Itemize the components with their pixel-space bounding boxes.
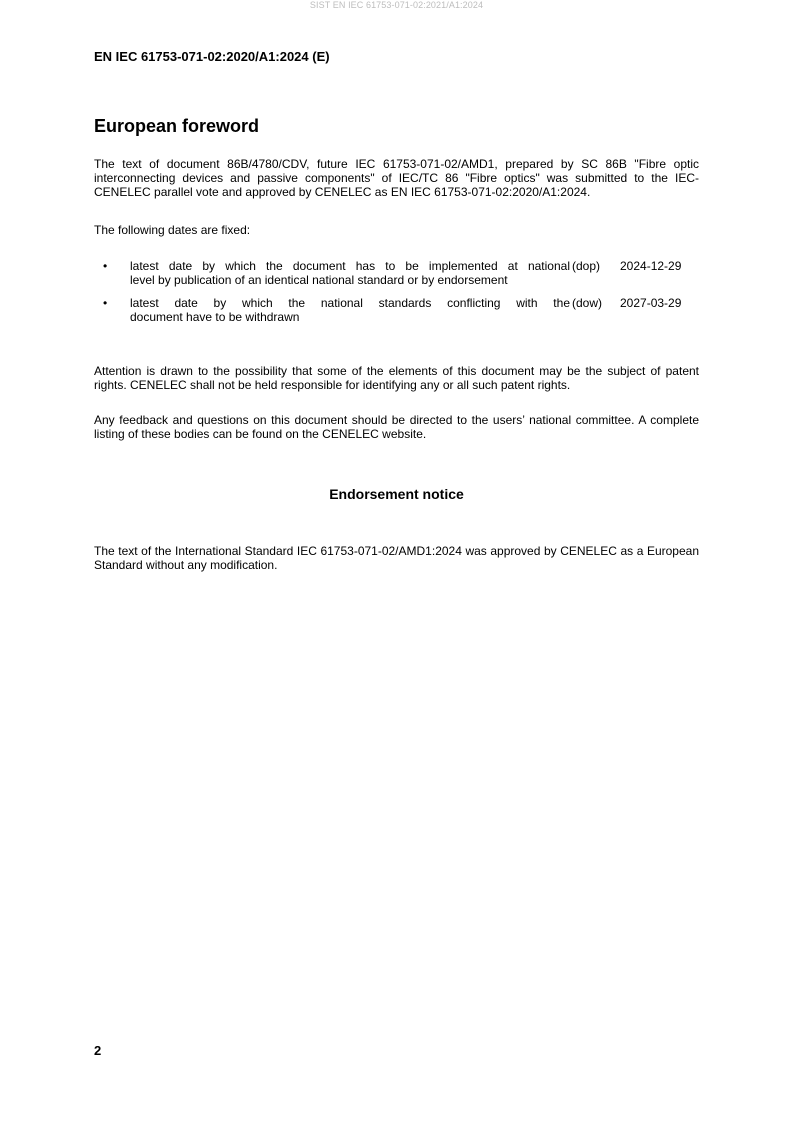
endorsement-title: Endorsement notice: [329, 486, 464, 502]
date-code: (dow): [572, 296, 603, 310]
endorsement-paragraph: The text of the International Standard IEC 61753-071-02/AMD1:2024 was approved by CENELEC as a European Standard without any modification.: [94, 544, 699, 572]
date-row-dow: [94, 296, 699, 324]
feedback-notice-paragraph: Any feedback and questions on this document should be directed to the users’ national committee. A complete listing of these bodies can be found on the CENELEC website.: [94, 413, 699, 441]
date-description-line: latest date by which the document has to be implemented at national: [130, 259, 570, 273]
watermark: SIST EN IEC 61753-071-02:2021/A1:2024: [309, 0, 484, 10]
document-id: EN IEC 61753-071-02:2020/A1:2024 (E): [94, 49, 330, 64]
date-description-line: level by publication of an identical national standard or by endorsement: [130, 273, 508, 287]
patent-notice-paragraph: Attention is drawn to the possibility that some of the elements of this document may be the subject of patent rights. CENELEC shall not be held responsible for identifying any or all such patent rights.: [94, 364, 699, 392]
foreword-title: European foreword: [94, 116, 260, 136]
date-description: [130, 259, 570, 287]
date-value: 2024-12-29: [620, 259, 682, 273]
date-description-line: document have to be withdrawn: [130, 310, 300, 324]
bullet-icon: •: [103, 296, 108, 310]
date-code: (dop): [572, 259, 601, 273]
bullet-icon: •: [103, 259, 108, 273]
dates-intro-paragraph: The following dates are fixed:: [94, 223, 251, 237]
dates-list: [94, 259, 699, 333]
page-number: 2: [94, 1043, 102, 1058]
date-description: [130, 296, 570, 324]
foreword-intro-paragraph: The text of document 86B/4780/CDV, future IEC 61753-071-02/AMD1, prepared by SC 86B "Fibre optic interconnecting devices and passive components" of IEC/TC 86 "Fibre optics" was submitted to the IEC-CENELEC parallel vote and approved by CENELEC as EN IEC 61753-071-02:2020/A1:2024.: [94, 157, 699, 199]
date-description-line: latest date by which the national standards conflicting with the: [130, 296, 570, 310]
date-row-dop: [94, 259, 699, 287]
date-value: 2027-03-29: [620, 296, 682, 310]
